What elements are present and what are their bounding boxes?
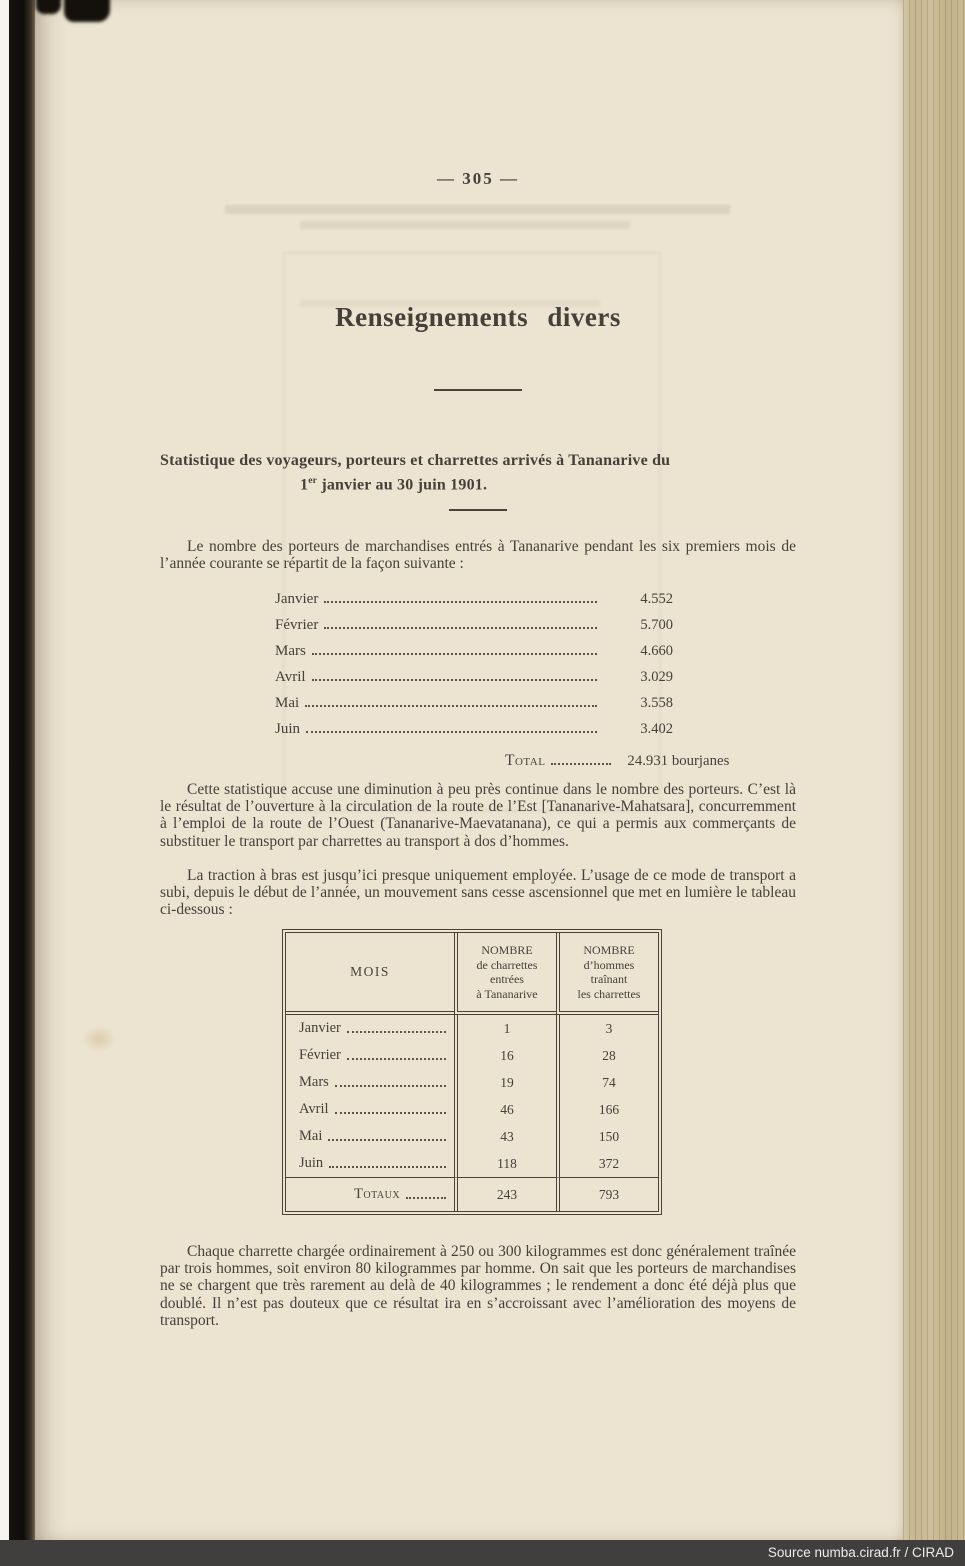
month-label: Février — [299, 1047, 341, 1063]
heading-date-rest: janvier au 30 juin 1901. — [317, 476, 488, 494]
divider-rule — [449, 509, 507, 511]
dotted-leader — [335, 1112, 446, 1114]
table-header-line: d’hommes — [583, 957, 635, 972]
month-label: Mars — [299, 1074, 329, 1090]
total-row — [505, 752, 767, 770]
table-hommes-value: 166 — [556, 1096, 658, 1123]
table-month-cell — [286, 1015, 454, 1042]
month-label: Janvier — [275, 590, 319, 607]
heading-superscript: er — [308, 475, 318, 486]
month-label: Juin — [275, 720, 301, 737]
heading-date-number: 1 — [300, 476, 309, 494]
dotted-leader — [406, 1197, 446, 1199]
scan-margin — [0, 0, 9, 1540]
month-label: Mars — [275, 642, 306, 659]
section-heading — [160, 451, 796, 495]
month-label: Avril — [299, 1101, 329, 1117]
month-label: Avril — [275, 668, 306, 685]
month-label: Janvier — [299, 1020, 341, 1036]
intro-paragraph: Le nombre des porteurs de marchandises entrés à Tananarive pendant les six premiers mois de l’année courante se répartit de la façon suivante : — [160, 538, 796, 573]
table-totals-charrettes: 243 — [454, 1177, 556, 1211]
body-paragraph: Cette statistique accuse une diminution à peu près continue dans le nombre des porteurs. C’est là le résultat de l’ouverture à la circulation de la route de l’Est [Tananarive-Mahatsara], concurremment à l’emploi de la route de l’Ouest (Tananarive-Maevatanana), ce qui a permis aux commerçants de substituer le transport par charrettes au transport à dos d’hommes. — [160, 781, 796, 850]
dotted-leader — [312, 679, 597, 681]
table-month-cell — [286, 1150, 454, 1177]
table-header-line: de charrettes — [476, 957, 538, 972]
table-header-label: MOIS — [350, 963, 390, 979]
dotted-leader — [312, 653, 597, 655]
table-header-line: traînant — [590, 972, 628, 986]
body-paragraph: La traction à bras est jusqu’ici presque uniquement employée. L’usage de ce mode de transport a subi, depuis le début de l’année, un mouvement sans cesse ascensionnel que met en lumière le tableau ci-dessous : — [160, 867, 796, 919]
table-totals-hommes: 793 — [556, 1177, 658, 1211]
dotted-leader — [335, 1085, 446, 1087]
table-header-line: NOMBRE — [583, 943, 635, 957]
dotted-leader — [328, 1139, 446, 1141]
dotted-leader — [347, 1058, 446, 1060]
table-hommes-value: 3 — [556, 1015, 658, 1042]
table-month-cell — [286, 1042, 454, 1069]
month-label: Mai — [299, 1128, 323, 1144]
month-label: Mai — [275, 694, 300, 711]
table-charrettes-value: 118 — [454, 1150, 556, 1177]
binding-shadow-mark — [64, 0, 110, 22]
dotted-leader — [551, 763, 611, 765]
list-item — [275, 586, 673, 612]
closing-paragraph: Chaque charrette chargée ordinairement à 250 ou 300 kilogrammes est donc généralement traînée par trois hommes, soit environ 80 kilogrammes par homme. On sait que les porteurs de marchandises ne se chargent que très rarement au delà de 40 kilogrammes ; le rendement a donc été déjà plus que doublé. Il n’est pas douteux que ce résultat ira en s’accroissant avec l’amélioration des moyens de transport. — [160, 1243, 796, 1329]
month-value: 4.660 — [640, 642, 673, 659]
list-item — [275, 664, 673, 690]
text-column — [160, 0, 796, 1540]
list-item — [275, 716, 673, 742]
porter-list — [275, 586, 673, 742]
table-header-charrettes — [454, 933, 556, 1015]
table-header-line: les charrettes — [577, 986, 641, 1001]
dotted-leader — [305, 705, 597, 707]
table-charrettes-value: 1 — [454, 1015, 556, 1042]
page-edges — [903, 0, 965, 1540]
dotted-leader — [324, 627, 597, 629]
table-charrettes-value: 19 — [454, 1069, 556, 1096]
stats-table — [282, 929, 662, 1215]
table-header-line: à Tananarive — [476, 986, 538, 1001]
table-header-line: NOMBRE — [481, 943, 533, 957]
source-bar — [0, 1540, 965, 1566]
list-item — [275, 690, 673, 716]
dotted-leader — [329, 1166, 446, 1168]
month-value: 4.552 — [640, 590, 673, 607]
table-hommes-value: 372 — [556, 1150, 658, 1177]
month-value: 3.558 — [640, 694, 673, 711]
table-charrettes-value: 43 — [454, 1123, 556, 1150]
binding-shadow-mark — [36, 0, 61, 14]
dotted-leader — [324, 601, 597, 603]
total-label: Total — [505, 752, 546, 769]
list-item — [275, 612, 673, 638]
table-charrettes-value: 46 — [454, 1096, 556, 1123]
table-charrettes-value: 16 — [454, 1042, 556, 1069]
paper-stain — [82, 1026, 116, 1052]
totals-label: Totaux — [354, 1186, 401, 1202]
month-label: Juin — [299, 1155, 324, 1171]
table-hommes-value: 74 — [556, 1069, 658, 1096]
page-number: — 305 — — [437, 169, 519, 188]
list-item — [275, 638, 673, 664]
table-month-cell — [286, 1069, 454, 1096]
table-header-hommes — [556, 933, 658, 1015]
document-title: Renseignements divers — [335, 302, 621, 332]
table-header-mois — [286, 933, 454, 1015]
table-hommes-value: 28 — [556, 1042, 658, 1069]
table-month-cell — [286, 1123, 454, 1150]
section-heading-line1: Statistique des voyageurs, porteurs et charrettes arrivés à Tananarive du — [160, 452, 671, 469]
divider-rule — [434, 389, 522, 391]
section-heading-line2 — [300, 471, 796, 495]
total-value: 24.931 bourjanes — [627, 752, 730, 769]
table-hommes-value: 150 — [556, 1123, 658, 1150]
month-value: 3.402 — [640, 720, 673, 737]
month-value: 5.700 — [640, 616, 673, 633]
month-value: 3.029 — [640, 668, 673, 685]
stats-table-grid — [286, 933, 658, 1211]
table-totals-label-cell — [286, 1177, 454, 1211]
dotted-leader — [306, 731, 597, 733]
table-month-cell — [286, 1096, 454, 1123]
dotted-leader — [347, 1031, 446, 1033]
month-label: Février — [275, 616, 319, 633]
table-header-line: entrées — [490, 972, 524, 986]
source-text: Source numba.cirad.fr / CIRAD — [767, 1545, 954, 1560]
book-binding — [9, 0, 35, 1540]
